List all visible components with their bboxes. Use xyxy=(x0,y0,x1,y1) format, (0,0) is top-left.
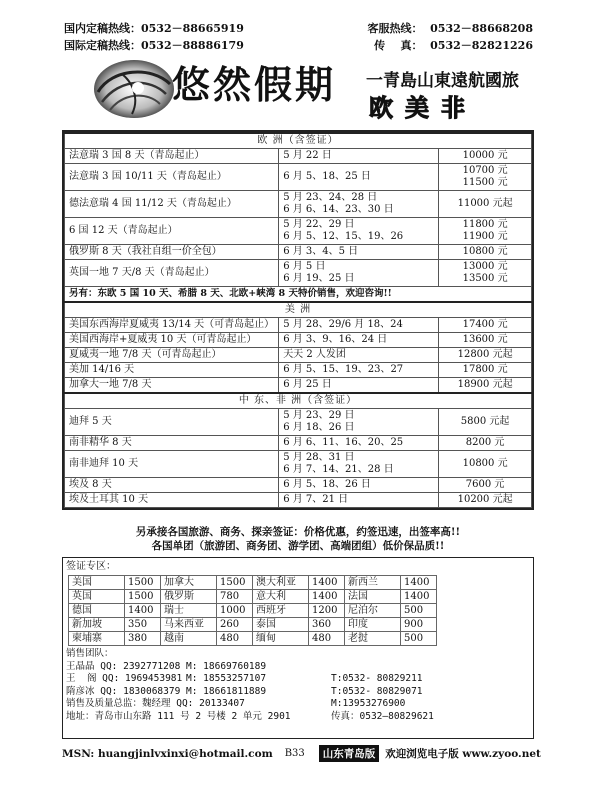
tour-dates xyxy=(279,478,439,493)
service-hotline: 客服热线： 0532－88668208 xyxy=(367,22,533,35)
europe-note-row xyxy=(65,287,532,303)
tour-row xyxy=(65,436,532,451)
visa-row xyxy=(69,576,437,590)
visa-country: 新加坡 xyxy=(69,618,125,632)
sales-contact-line xyxy=(66,661,530,674)
visa-price: 780 xyxy=(217,590,253,604)
tour-price xyxy=(439,333,532,348)
visa-country: 越南 xyxy=(161,632,217,646)
tour-price xyxy=(439,478,532,493)
tour-date-line: 6 月 19、25 日 xyxy=(283,273,355,284)
sales-contact-field: M: 18669760189 xyxy=(186,660,267,672)
sales-contact-field: M: 18553257107 xyxy=(186,673,267,684)
sales-contact-line xyxy=(66,698,530,711)
visa-country: 德国 xyxy=(69,604,125,618)
visa-country: 澳大利亚 xyxy=(253,576,309,590)
tour-name: 埃及土耳其 10 天 xyxy=(65,493,279,508)
tour-dates xyxy=(279,378,439,394)
visa-row xyxy=(69,604,437,618)
tour-price-line: 17800 元 xyxy=(462,364,508,375)
extra-services xyxy=(62,525,534,553)
tour-price-line: 12800 元起 xyxy=(457,349,513,360)
domestic-hotline: 国内定稿热线：0532－88665919 xyxy=(64,22,244,35)
tour-price xyxy=(439,363,532,378)
tour-price-line: 17400 元 xyxy=(462,319,508,330)
tour-date-line: 5 月 23、29 日 xyxy=(283,410,355,421)
visa-country: 法国 xyxy=(345,590,401,604)
tour-date-line: 5 月 22 日 xyxy=(283,150,332,161)
tour-price xyxy=(439,318,532,333)
tour-date-line: 5 月 22、29 日 xyxy=(283,219,355,230)
tour-date-line: 6 月 3、9、16、24 日 xyxy=(283,334,388,345)
tour-row xyxy=(65,333,532,348)
extra-line-visa: 另承接各国旅游、商务、探亲签证：价格优惠，约签迅速，出签率高!! xyxy=(135,526,461,538)
sales-contact-field: 隋彦冰 QQ: 1830068379 xyxy=(66,685,181,697)
visa-country: 加拿大 xyxy=(161,576,217,590)
tour-price-line: 10000 元 xyxy=(462,150,508,161)
tour-row xyxy=(65,260,532,287)
tour-dates xyxy=(279,451,439,478)
sales-contact-field: 地址：青岛市山东路 111 号 2 号楼 2 单元 2901 xyxy=(66,710,291,722)
tour-date-line: 6 月 5、18、25 日 xyxy=(283,171,371,182)
tour-row xyxy=(65,218,532,245)
visa-row xyxy=(69,590,437,604)
visa-country: 缅甸 xyxy=(253,632,309,646)
sales-title: 销售团队： xyxy=(66,648,114,659)
tour-row xyxy=(65,348,532,363)
section-header-america: 美 洲 xyxy=(65,302,532,318)
visa-price: 1400 xyxy=(309,576,345,590)
visa-country: 英国 xyxy=(69,590,125,604)
tour-dates xyxy=(279,218,439,245)
visa-price: 1400 xyxy=(309,590,345,604)
tour-dates xyxy=(279,149,439,164)
visa-country: 美国 xyxy=(69,576,125,590)
sales-contact-line xyxy=(66,673,530,686)
tour-price-line: 7600 元 xyxy=(465,479,505,490)
tour-price-line: 10800 元 xyxy=(462,246,508,257)
tour-dates xyxy=(279,409,439,436)
visa-price: 900 xyxy=(401,618,437,632)
sales-contact-line xyxy=(66,711,530,724)
tour-price xyxy=(439,451,532,478)
visa-price: 380 xyxy=(125,632,161,646)
tour-name: 美国东西海岸夏威夷 13/14 天（可青岛起止） xyxy=(65,318,279,333)
tour-row xyxy=(65,164,532,191)
visa-price: 1500 xyxy=(217,576,253,590)
tour-date-line: 6 月 5、18、26 日 xyxy=(283,479,371,490)
sales-contact-field: T:0532- 80829211 xyxy=(331,673,423,684)
edition-badge: 山东青岛版 xyxy=(319,745,380,762)
visa-row xyxy=(69,632,437,646)
visa-title: 签证专区： xyxy=(66,561,116,572)
visa-price: 1200 xyxy=(309,604,345,618)
msn-contact: MSN: huangjinlvxinxi@hotmail.com xyxy=(62,747,273,760)
visa-price: 1500 xyxy=(125,576,161,590)
hotlines xyxy=(64,20,533,54)
tour-price xyxy=(439,245,532,260)
tour-price-line: 11500 元 xyxy=(462,177,508,188)
visa-row xyxy=(69,618,437,632)
tour-dates xyxy=(279,260,439,287)
tour-row xyxy=(65,478,532,493)
visa-price: 1400 xyxy=(401,576,437,590)
tour-row xyxy=(65,363,532,378)
sales-contact-field: 传真：0532—80829621 xyxy=(331,710,434,722)
tour-row xyxy=(65,493,532,508)
visa-price: 360 xyxy=(309,618,345,632)
section-header-mideast: 中 东、非 洲（含签证） xyxy=(65,393,532,409)
international-hotline: 国际定稿热线：0532－88886179 xyxy=(64,39,244,52)
tour-name: 南非迪拜 10 天 xyxy=(65,451,279,478)
section-header-europe: 欧 洲（含签证） xyxy=(65,133,532,149)
tour-price xyxy=(439,436,532,451)
sales-contact-field: 王晶晶 QQ: 2392771208 xyxy=(66,660,181,672)
sales-contact-field: 销售及质量总监：魏经理 QQ: 20133407 xyxy=(66,698,245,709)
visa-country: 泰国 xyxy=(253,618,309,632)
sales-contact-field: 王 阁 QQ: 1969453981 xyxy=(66,673,183,684)
visa-country: 西班牙 xyxy=(253,604,309,618)
banner-title: 悠然假期 xyxy=(172,63,337,107)
tour-name: 南非精华 8 天 xyxy=(65,436,279,451)
tour-date-line: 5 月 28、31 日 xyxy=(283,452,355,463)
visa-price: 1000 xyxy=(217,604,253,618)
swirl-logo-icon xyxy=(92,58,176,120)
visa-country: 新西兰 xyxy=(345,576,401,590)
tour-date-line: 6 月 3、4、5 日 xyxy=(283,246,359,257)
visa-country: 马来西亚 xyxy=(161,618,217,632)
tour-name: 美加 14/16 天 xyxy=(65,363,279,378)
tour-date-line: 6 月 25 日 xyxy=(283,379,332,390)
tour-name: 德法意瑞 4 国 11/12 天（青岛起止） xyxy=(65,191,279,218)
tour-date-line: 6 月 7、21 日 xyxy=(283,494,349,505)
tour-row xyxy=(65,149,532,164)
tour-price-line: 10200 元起 xyxy=(457,494,513,505)
tour-price xyxy=(439,493,532,508)
tour-name: 埃及 8 天 xyxy=(65,478,279,493)
tour-dates xyxy=(279,363,439,378)
tour-name: 法意瑞 3 国 8 天（青岛起止） xyxy=(65,149,279,164)
tour-date-line: 6 月 7、14、21、28 日 xyxy=(283,464,394,475)
visa-country: 瑞士 xyxy=(161,604,217,618)
tour-date-line: 6 月 6、11、16、20、25 xyxy=(283,437,404,448)
visa-country: 印度 xyxy=(345,618,401,632)
tour-price-line: 11000 元起 xyxy=(457,198,513,209)
tour-name: 美国西海岸+夏威夷 10 天（可青岛起止） xyxy=(65,333,279,348)
tour-name: 6 国 12 天（青岛起止） xyxy=(65,218,279,245)
tour-price xyxy=(439,260,532,287)
tour-price-line: 13600 元 xyxy=(462,334,508,345)
tour-name: 俄罗斯 8 天（我社自组一价全包） xyxy=(65,245,279,260)
visa-price: 350 xyxy=(125,618,161,632)
tour-dates xyxy=(279,191,439,218)
tour-date-line: 5 月 23、24、28 日 xyxy=(283,192,378,203)
tour-date-line: 6 月 18、26 日 xyxy=(283,422,355,433)
visa-price: 1400 xyxy=(401,590,437,604)
tour-price xyxy=(439,191,532,218)
tour-row xyxy=(65,378,532,394)
visa-price: 480 xyxy=(217,632,253,646)
tour-date-line: 6 月 5、12、15、19、26 xyxy=(283,231,404,242)
visa-country: 老挝 xyxy=(345,632,401,646)
tour-row xyxy=(65,245,532,260)
tour-price xyxy=(439,348,532,363)
tour-name: 法意瑞 3 国 10/11 天（青岛起止） xyxy=(65,164,279,191)
banner xyxy=(64,58,534,122)
tour-price-line: 5800 元起 xyxy=(460,416,510,427)
website-slogan: 欢迎浏览电子版 www.zyoo.net xyxy=(385,748,541,760)
tour-row xyxy=(65,318,532,333)
tour-date-line: 6 月 5、15、19、23、27 xyxy=(283,364,404,375)
tour-dates xyxy=(279,436,439,451)
tour-dates xyxy=(279,318,439,333)
tour-price-line: 18900 元起 xyxy=(457,379,513,390)
visa-price-grid xyxy=(68,575,437,646)
sales-contact-field: T:0532- 80829071 xyxy=(331,685,423,697)
fax-number: 传 真： 0532－82821226 xyxy=(374,39,533,52)
visa-price: 1500 xyxy=(125,590,161,604)
tour-name: 英国一地 7 天/8 天（青岛起止） xyxy=(65,260,279,287)
tour-price-line: 11800 元 xyxy=(462,219,508,230)
europe-note: 另有：东欧 5 国 10 天、希腊 8 天、北欧+峡湾 8 天特价销售，欢迎咨询!! xyxy=(65,287,532,303)
tour-dates xyxy=(279,333,439,348)
company-name: 一青島山東遠航國旅 xyxy=(366,71,519,91)
page-number: B33 xyxy=(284,748,305,759)
tour-dates xyxy=(279,493,439,508)
sales-team xyxy=(66,648,530,723)
tour-dates xyxy=(279,245,439,260)
footer xyxy=(62,745,542,762)
tour-price-line: 13000 元 xyxy=(462,261,508,272)
visa-price: 1400 xyxy=(125,604,161,618)
tour-row xyxy=(65,191,532,218)
visa-price: 260 xyxy=(217,618,253,632)
tour-price-line: 8200 元 xyxy=(465,437,505,448)
tour-price-line: 11900 元 xyxy=(462,231,508,242)
tour-name: 加拿大一地 7/8 天 xyxy=(65,378,279,394)
tour-price xyxy=(439,149,532,164)
visa-price: 480 xyxy=(309,632,345,646)
tour-dates xyxy=(279,164,439,191)
tour-price-line: 13500 元 xyxy=(462,273,508,284)
tour-row xyxy=(65,409,532,436)
sales-contact-line xyxy=(66,686,530,699)
tour-price-line: 10700 元 xyxy=(462,165,508,176)
sales-contact-field: M:13953276900 xyxy=(331,698,406,709)
tour-row xyxy=(65,451,532,478)
tour-price-table xyxy=(62,130,534,510)
tour-date-line: 6 月 6、14、23、30 日 xyxy=(283,204,394,215)
tour-price xyxy=(439,409,532,436)
tour-date-line: 天天 2 人发团 xyxy=(283,349,346,360)
tour-date-line: 5 月 28、29/6 月 18、24 xyxy=(283,319,403,330)
visa-country: 尼泊尔 xyxy=(345,604,401,618)
visa-country: 俄罗斯 xyxy=(161,590,217,604)
tour-price-line: 10800 元 xyxy=(462,458,508,469)
visa-country: 柬埔寨 xyxy=(69,632,125,646)
tour-price xyxy=(439,218,532,245)
extra-line-groups: 各国单团（旅游团、商务团、游学团、高端团组）低价保品质!! xyxy=(151,540,445,552)
tour-date-line: 6 月 5 日 xyxy=(283,261,326,272)
tour-price xyxy=(439,164,532,191)
visa-country: 意大利 xyxy=(253,590,309,604)
tour-name: 迪拜 5 天 xyxy=(65,409,279,436)
tour-name: 夏威夷一地 7/8 天（可青岛起止） xyxy=(65,348,279,363)
tour-dates xyxy=(279,348,439,363)
region-title: 欧美非 xyxy=(369,94,477,122)
sales-contact-field: M: 18661811889 xyxy=(186,685,267,697)
visa-section xyxy=(62,557,534,739)
visa-price: 500 xyxy=(401,604,437,618)
tour-price xyxy=(439,378,532,394)
visa-price: 500 xyxy=(401,632,437,646)
